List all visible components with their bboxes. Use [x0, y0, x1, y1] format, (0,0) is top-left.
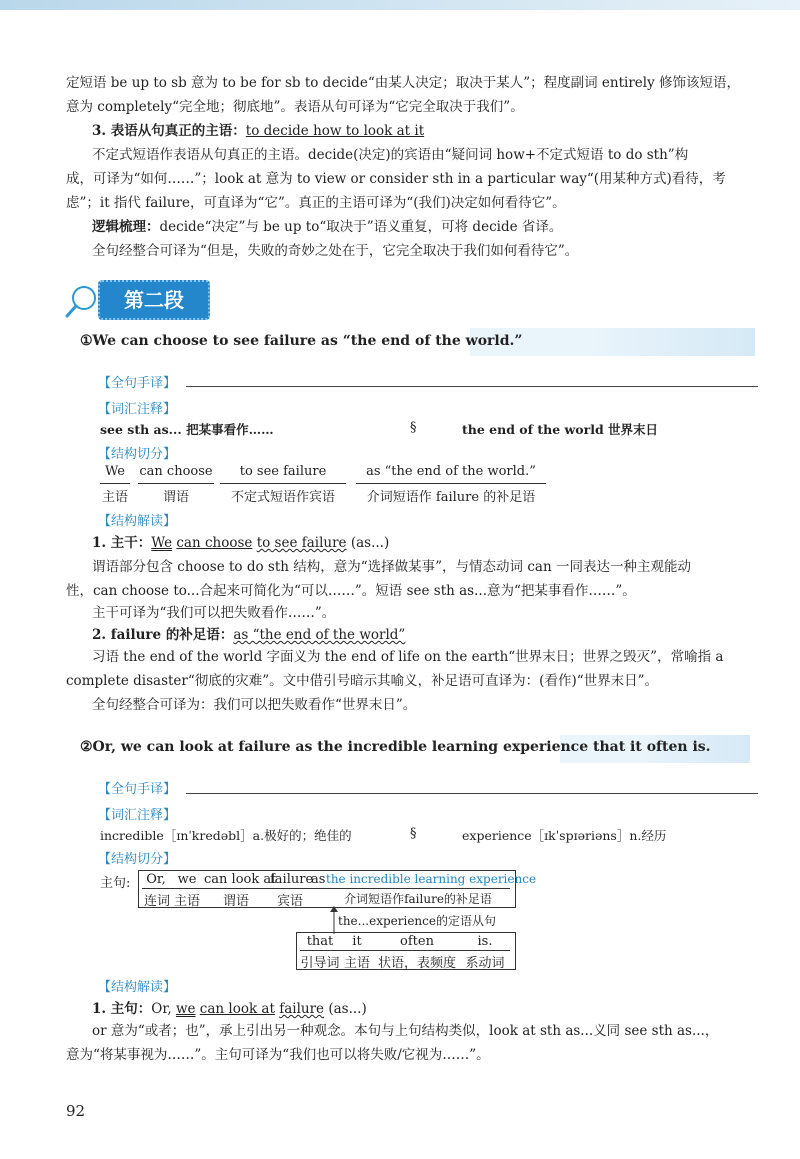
split-role: 介词短语作 failure 的补足语: [366, 490, 536, 505]
sentence-1: ①We can choose to see failure as “the end of the world.”: [80, 333, 523, 349]
split-word: is.: [477, 934, 493, 949]
split-role: 连词: [143, 894, 170, 909]
paragraph-line: 主干可译为“我们可以把失败看作……”。: [92, 605, 336, 621]
split-role: 主语: [173, 894, 200, 909]
marked-subject: We: [151, 535, 173, 551]
paragraph-line: 虑”；it 指代 failure，可直译为“它”。真正的主语可译为“(我们)决定如何看待它”。: [66, 195, 566, 211]
relative-clause-note: the...experience的定语从句: [338, 914, 496, 928]
summary-line: 全句经整合可译为：我们可以把失败看作“世界末日”。: [92, 697, 417, 713]
split-role: 状语，表频度: [377, 956, 456, 971]
marked-subject: we: [175, 1001, 196, 1017]
magnifier-icon: [62, 282, 102, 322]
marked-predicate: can choose: [176, 535, 253, 551]
paragraph-line: 成，可译为“如何……”；look at 意为 to view or consider sth in a particular way“(用某种方式)看待，考: [66, 171, 726, 187]
translation-blank-line: [186, 386, 758, 387]
label-vocab: 【词汇注释】: [98, 402, 177, 417]
marked-predicate: can look at: [199, 1001, 275, 1017]
split-role: 主语: [101, 490, 128, 505]
split-divider: [138, 483, 214, 484]
label-structure-split: 【结构切分】: [98, 447, 177, 462]
separator-icon: §: [410, 826, 417, 841]
paragraph-line: 定短语 be up to sb 意为 to be for sb to decide“由某人决定；取决于某人”；程度副词 entirely 修饰该短语，: [66, 75, 741, 91]
paragraph-line: 意为“将某事视为……”。主句可译为“我们也可以将失败/它视为……”。: [66, 1047, 490, 1063]
label-structure-explain: 【结构解读】: [98, 514, 177, 529]
translation-blank-line: [186, 793, 758, 794]
vocab-item: the end of the world 世界末日: [462, 422, 659, 437]
label-structure-explain: 【结构解读】: [98, 980, 177, 995]
split-role: 谓语: [222, 894, 249, 909]
marked-object: to see failure: [256, 535, 347, 551]
summary-line: 全句经整合可译为“但是，失败的奇妙之处在于，它完全取决于我们如何看待它”。: [92, 243, 579, 259]
split-word: that: [306, 934, 334, 949]
vocab-item: [100, 826, 352, 844]
vocab-item: see sth as... 把某事看作……: [100, 422, 274, 437]
label-vocab: 【词汇注释】: [98, 808, 177, 823]
label-full-translation: 【全句手译】: [98, 782, 177, 797]
split-word: as: [311, 872, 326, 887]
split-word-highlight: the incredible learning experience: [326, 872, 537, 886]
split-word: often: [400, 934, 434, 949]
subheading-label: 3. 表语从句真正的主语：: [92, 123, 246, 139]
marked-rest: (as...): [350, 535, 390, 551]
paragraph-line: 谓语部分包含 choose to do sth 结构，意为“选择做某事”，与情态动词 can 一同表达一种主观能动: [92, 559, 691, 575]
vocab-text: experience［ɪkˈspɪəriəns］n.经历: [462, 828, 667, 843]
split-word: to see failure: [239, 464, 327, 479]
explain-heading-label: 1. 主干：: [92, 535, 152, 551]
split-word: can choose: [139, 464, 213, 479]
split-word: can look at: [204, 872, 277, 887]
vocab-text: incredible［ɪnˈkredəbl］a.极好的；绝佳的: [100, 828, 352, 843]
paragraph-line: 意为 completely“完全地；彻底地”。表语从句可译为“它完全取决于我们”。: [66, 99, 524, 115]
split-divider: [142, 888, 510, 889]
split-divider: [100, 483, 130, 484]
split-role: 不定式短语作宾语: [230, 490, 335, 505]
page-number: 92: [66, 1102, 86, 1120]
logic-text: decide“决定”与 be up to“取决于”语义重复，可将 decide 省译。: [159, 219, 563, 235]
paragraph-line: complete disaster“彻底的灾难”。文中借引号暗示其喻义，补足语可直译为：(看作)“世界末日”。: [66, 673, 659, 689]
marked-conjunction: Or,: [151, 1001, 172, 1017]
section-title: 第二段: [98, 280, 210, 320]
split-word: Or,: [146, 872, 166, 887]
split-role: 系动词: [465, 956, 505, 971]
split-divider: [300, 950, 510, 951]
marked-complement: as “the end of the world”: [233, 627, 406, 643]
split-role: 宾语: [276, 894, 303, 909]
marked-object: failure: [279, 1001, 325, 1017]
separator-icon: §: [410, 420, 417, 435]
paragraph-line: 习语 the end of the world 字面义为 the end of life on the earth“世界末日；世界之毁灭”，常喻指 a: [92, 649, 724, 665]
split-role: 主语: [343, 956, 370, 971]
vocab-item: [462, 826, 666, 844]
label-structure-split: 【结构切分】: [98, 852, 177, 867]
explain-heading: [92, 530, 389, 556]
split-role: 介词短语作failure的补足语: [344, 892, 492, 906]
split-role: 谓语: [162, 490, 189, 505]
logic-label: 逻辑梳理：: [92, 219, 160, 235]
main-clause-label: 主句:: [100, 876, 131, 891]
label-full-translation: 【全句手译】: [98, 376, 177, 391]
split-role: 引导词: [300, 956, 340, 971]
paragraph-line: or 意为“或者；也”，承上引出另一种观念。本句与上句结构类似，look at sth as...义同 see sth as...，: [92, 1023, 719, 1039]
split-word: it: [352, 934, 362, 949]
paragraph-line: 性，can choose to...合起来可简化为“可以……”。短语 see sth as...意为“把某事看作……”。: [66, 583, 636, 599]
split-divider: [220, 483, 346, 484]
split-divider: [356, 483, 546, 484]
split-word: we: [177, 872, 197, 887]
page-header-bar: [0, 0, 800, 10]
sentence-2: ②Or, we can look at failure as the incredible learning experience that it often is.: [80, 739, 711, 755]
split-word: failure: [270, 872, 314, 887]
subheading-text: to decide how to look at it: [245, 123, 425, 139]
subheading: [92, 118, 424, 144]
paragraph-line: 不定式短语作表语从句真正的主语。decide(决定)的宾语由“疑问词 how+不定式短语 to do sth”构: [92, 147, 689, 163]
split-word: as “the end of the world.”: [366, 464, 536, 479]
explain-heading-label: 2. failure 的补足语：: [92, 627, 234, 643]
logic-note: [92, 214, 562, 240]
explain-heading-label: 1. 主句：: [92, 1001, 152, 1017]
split-word: We: [105, 464, 125, 479]
marked-rest: (as...): [328, 1001, 367, 1017]
